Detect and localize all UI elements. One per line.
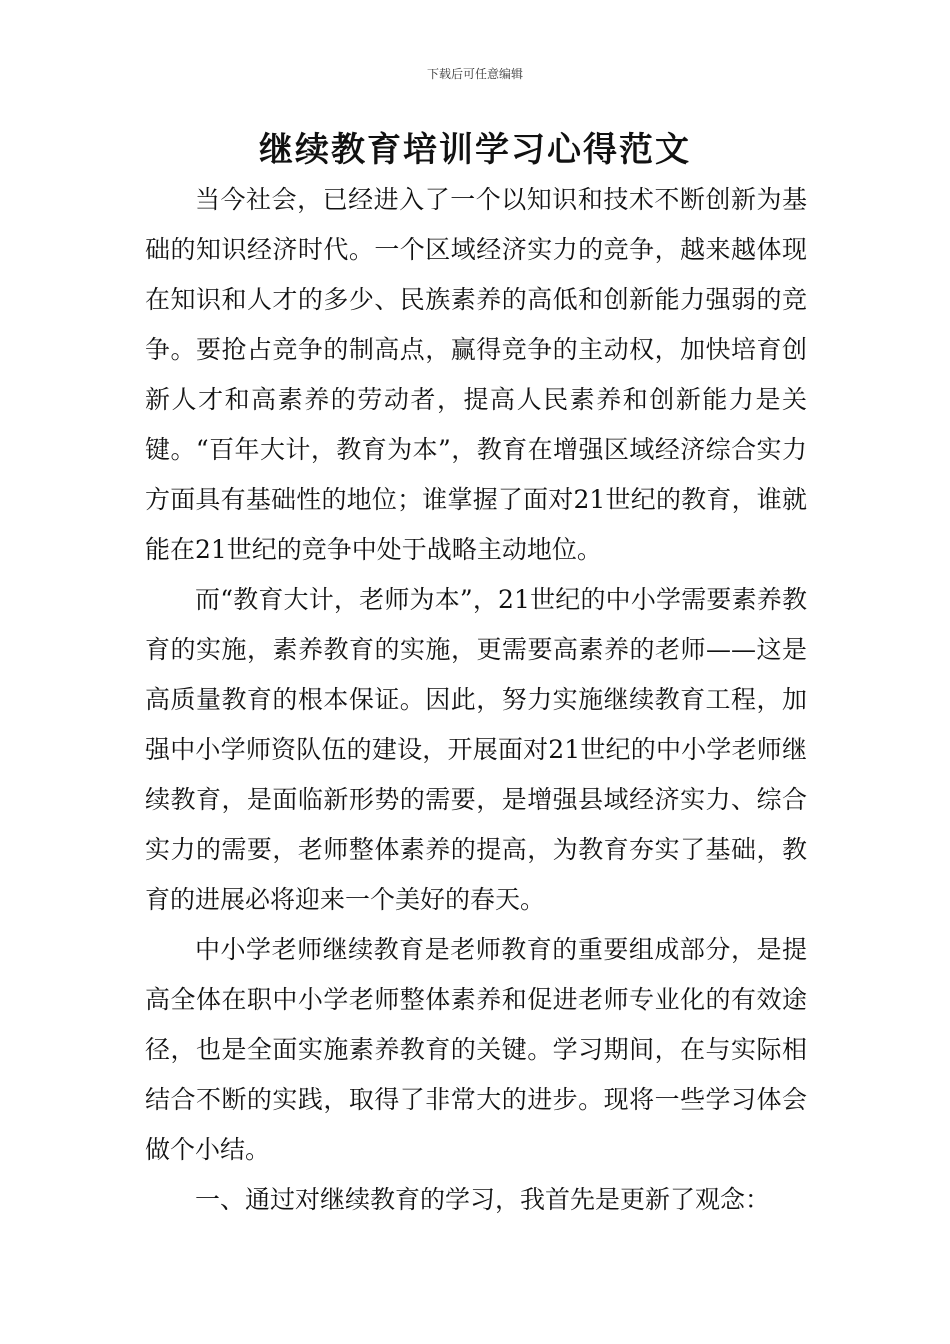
- paragraph: 中小学老师继续教育是老师教育的重要组成部分，是提高全体在职中小学老师整体素养和促进老师专业化的有效途径，也是全面实施素养教育的关键。学习期间，在与实际相结合不断的实践，取得了非常大的进步。现将一些学习体会做个小结。: [145, 935, 807, 1164]
- document-title: 继续教育培训学习心得范文: [259, 130, 691, 170]
- document-body: [145, 175, 807, 1225]
- header-note: 下载后可任意编辑: [426, 67, 523, 81]
- paragraph: 当今社会，已经进入了一个以知识和技术不断创新为基础的知识经济时代。一个区域经济实力的竞争，越来越体现在知识和人才的多少、民族素养的高低和创新能力强弱的竞争。要抢占竞争的制高点，赢得竞争的主动权，加快培育创新人才和高素养的劳动者，提高人民素养和创新能力是关键。“百年大计，教育为本”，教育在增强区域经济综合实力方面具有基础性的地位；谁掌握了面对21世纪的教育，谁就能在21世纪的竞争中处于战略主动地位。: [145, 185, 807, 564]
- paragraph: 一、通过对继续教育的学习，我首先是更新了观念：: [195, 1185, 771, 1214]
- paragraph: 而“教育大计，老师为本”，21世纪的中小学需要素养教育的实施，素养教育的实施，更需要高素养的老师——这是高质量教育的根本保证。因此，努力实施继续教育工程，加强中小学师资队伍的建设，开展面对21世纪的中小学老师继续教育，是面临新形势的需要，是增强县域经济实力、综合实力的需要，老师整体素养的提高，为教育夯实了基础，教育的进展必将迎来一个美好的春天。: [145, 585, 807, 914]
